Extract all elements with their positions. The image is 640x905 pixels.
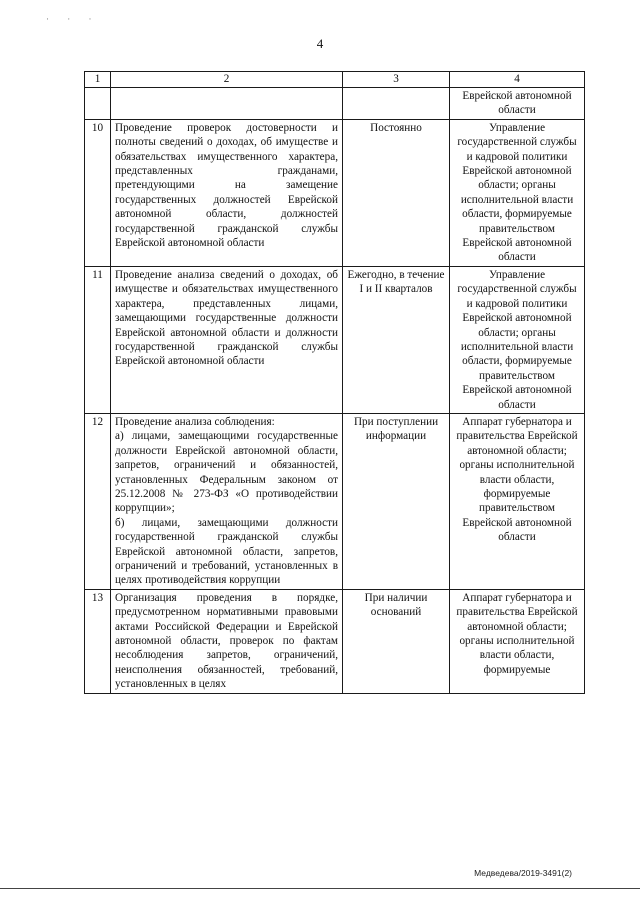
responsible-cell: Еврейской автономной области [450, 88, 585, 120]
header-cell-2: 2 [111, 72, 343, 88]
bottom-rule [0, 888, 640, 889]
responsible-cell: Управление государственной службы и кадровой политики Еврейской автономной области; органы исполнительной власти области, формируемые правительством Еврейской автономной области [450, 266, 585, 413]
table-header-row [85, 72, 585, 88]
responsible-cell: Аппарат губернатора и правительства Еврейской автономной области; органы исполнительной власти области, формируемые правительством Еврейской автономной области [450, 413, 585, 589]
activity-cell: Проведение проверок достоверности и полноты сведений о доходах, об имуществе и обязательствах имущественного характера, представленных гражданами, претендующими на замещение государственных должностей Еврейской автономной области, должностей государственной гражданской службы Еврейской автономной области [111, 119, 343, 266]
page-number: 4 [316, 36, 324, 51]
period-cell: При поступлении информации [343, 413, 450, 589]
activity-cell [111, 413, 343, 589]
row-number: 11 [85, 266, 111, 413]
measures-table [84, 71, 585, 694]
scan-specks: · · · [46, 14, 100, 24]
table-row [85, 589, 585, 693]
header-cell-1: 1 [85, 72, 111, 88]
period-cell: Постоянно [343, 119, 450, 266]
header-cell-4: 4 [450, 72, 585, 88]
activity-cell: Организация проведения в порядке, предусмотренном нормативными правовыми актами Российской Федерации и Еврейской автономной области, проверок по фактам несоблюдения запретов, ограничений, неисполнения обязанностей, требований, установленных в целях [111, 589, 343, 693]
row-number: 10 [85, 119, 111, 266]
period-cell: Ежегодно, в течение I и II кварталов [343, 266, 450, 413]
table-row [85, 413, 585, 589]
activity-intro: Проведение анализа соблюдения: [115, 415, 275, 428]
row-number: 12 [85, 413, 111, 589]
activity-cell: Проведение анализа сведений о доходах, об имуществе и обязательствах имущественного характера, представленных лицами, замещающими государственные должности Еврейской автономной области и должности государственной гражданской службы Еврейской автономной области [111, 266, 343, 413]
activity-item-a: а) лицами, замещающими государственные должности Еврейской автономной области, запретов, ограничений и обязанностей, установленных Федеральным законом от 25.12.2008 № 273-ФЗ «О противодействии коррупции»; [115, 430, 338, 515]
period-cell: При наличии оснований [343, 589, 450, 693]
header-cell-3: 3 [343, 72, 450, 88]
table-row [85, 266, 585, 413]
responsible-cell: Управление государственной службы и кадровой политики Еврейской автономной области; органы исполнительной власти области, формируемые правительством Еврейской автономной области [450, 119, 585, 266]
table-row-continuation [85, 88, 585, 120]
document-footer-code: Медведева/2019-3491(2) [474, 868, 572, 878]
activity-item-b: б) лицами, замещающими должности государственной гражданской службы Еврейской автономной области, запретов, ограничений и требований, установленных в целях противодействия коррупции [115, 516, 338, 587]
table-row [85, 119, 585, 266]
row-number: 13 [85, 589, 111, 693]
responsible-cell: Аппарат губернатора и правительства Еврейской автономной области; органы исполнительной власти области, формируемые [450, 589, 585, 693]
